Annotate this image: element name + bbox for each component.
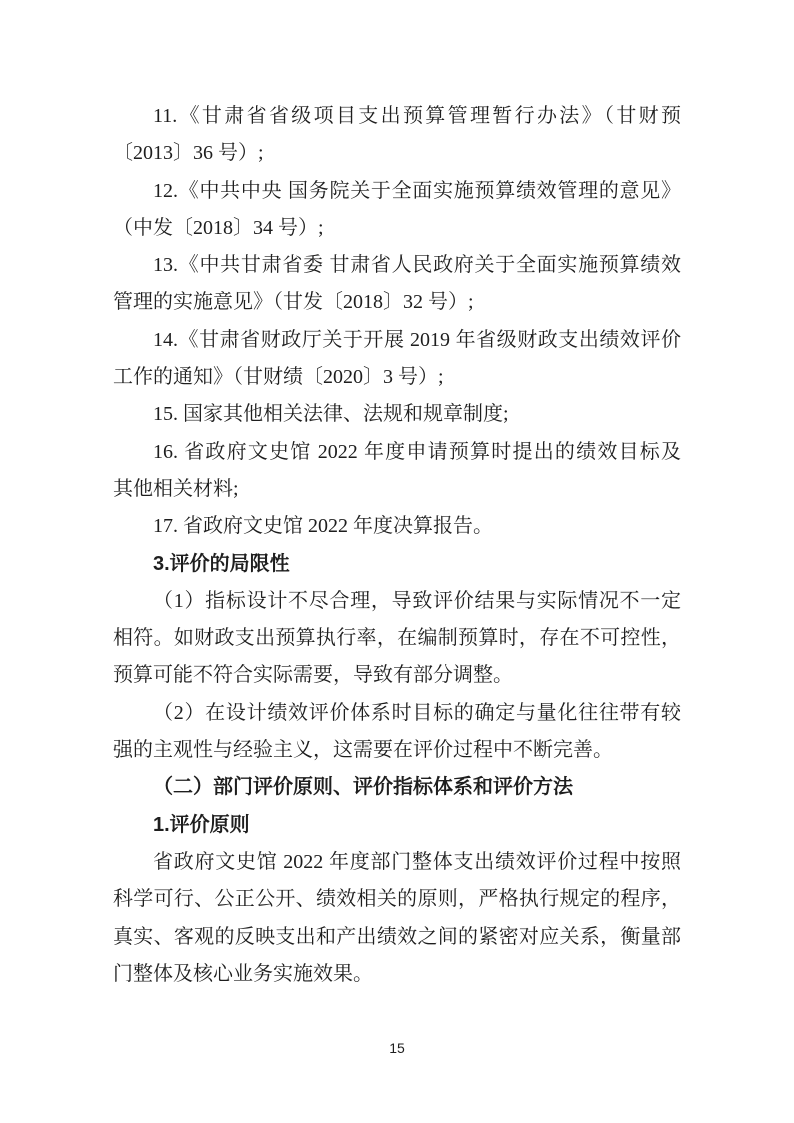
text-line: 14.《甘肃省财政厅关于开展 2019 年省级财政支出绩效评价 [153, 328, 681, 351]
text-line: 1.评价原则 [153, 813, 250, 836]
text-line: 科学可行、公正公开、绩效相关的原则，严格执行规定的程序， [113, 888, 681, 911]
text-line: 省政府文史馆 2022 年度部门整体支出绩效评价过程中按照 [153, 850, 681, 873]
page-footer [0, 1040, 794, 1056]
text-line: 工作的通知》（甘财绩〔2020〕3 号）; [113, 366, 444, 389]
text-line: 真实、客观的反映支出和产出绩效之间的紧密对应关系，衡量部 [113, 925, 681, 948]
text-line: 11.《甘肃省省级项目支出预算管理暂行办法》（甘财预 [153, 105, 681, 127]
item-14 [113, 322, 681, 397]
text-line: 12.《中共中央 国务院关于全面实施预算绩效管理的意见》 [153, 179, 681, 202]
item-13 [113, 247, 681, 322]
text-line: 3.评价的局限性 [153, 552, 290, 575]
item-16 [113, 434, 681, 509]
text-line: 强的主观性与经验主义，这需要在评价过程中不断完善。 [113, 739, 613, 762]
text-line: 预算可能不符合实际需要，导致有部分调整。 [113, 664, 513, 687]
text-line: （2）在设计绩效评价体系时目标的确定与量化往往带有较 [153, 701, 681, 724]
para-principles [113, 844, 681, 993]
page-number: 15 [389, 1040, 405, 1056]
item-17 [113, 508, 681, 545]
item-11 [113, 98, 681, 173]
text-line: 17. 省政府文史馆 2022 年度决算报告。 [153, 515, 493, 538]
heading-evaluation-limitations [113, 546, 681, 583]
item-12 [113, 173, 681, 248]
document-body [113, 98, 681, 993]
text-line: 〔2013〕36 号）; [113, 142, 264, 165]
text-line: （中发〔2018〕34 号）; [113, 216, 324, 239]
text-line: 门整体及核心业务实施效果。 [113, 962, 373, 985]
text-line: 15. 国家其他相关法律、法规和规章制度; [153, 403, 509, 426]
item-15 [113, 396, 681, 433]
text-line: 16. 省政府文史馆 2022 年度申请预算时提出的绩效目标及 [153, 440, 681, 463]
text-line: 13.《中共甘肃省委 甘肃省人民政府关于全面实施预算绩效 [153, 254, 681, 277]
text-line: （1）指标设计不尽合理，导致评价结果与实际情况不一定 [153, 589, 681, 612]
text-line: 其他相关材料; [113, 477, 239, 500]
heading-section-two [113, 769, 681, 806]
text-line: 相符。如财政支出预算执行率，在编制预算时，存在不可控性， [113, 627, 681, 650]
text-line: 管理的实施意见》（甘发〔2018〕32 号）; [113, 291, 474, 314]
heading-evaluation-principles [113, 807, 681, 844]
text-line: （二）部门评价原则、评价指标体系和评价方法 [153, 776, 573, 799]
para-limitation-1 [113, 583, 681, 695]
para-limitation-2 [113, 695, 681, 770]
